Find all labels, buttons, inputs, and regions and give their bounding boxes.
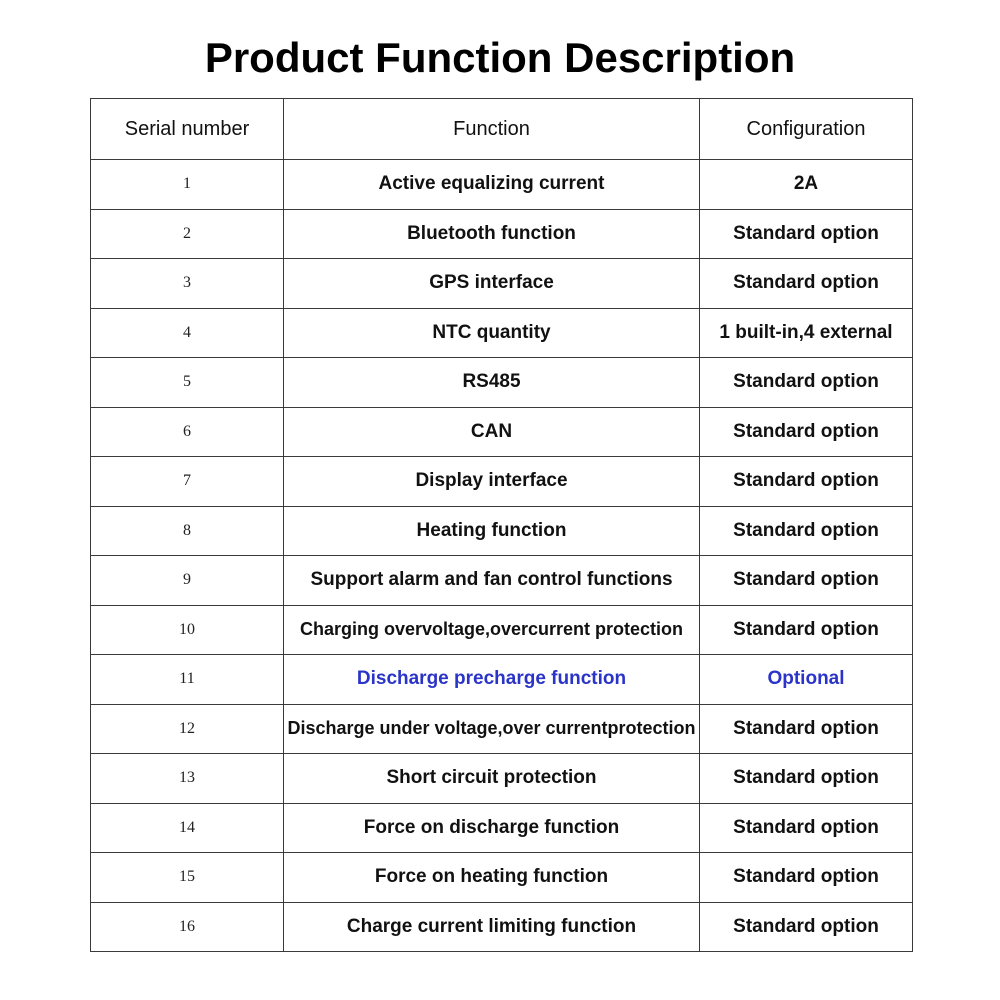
serial-number-cell: 2 <box>91 209 284 259</box>
function-cell: Short circuit protection <box>284 754 700 804</box>
configuration-cell: Standard option <box>700 259 913 309</box>
function-cell: Discharge precharge function <box>284 655 700 705</box>
table-row <box>91 308 913 358</box>
table-row <box>91 259 913 309</box>
table-row <box>91 556 913 606</box>
serial-number-cell: 11 <box>91 655 284 705</box>
configuration-cell: Standard option <box>700 803 913 853</box>
configuration-cell: 1 built-in,4 external <box>700 308 913 358</box>
table-row <box>91 407 913 457</box>
table-row <box>91 160 913 210</box>
page-title: Product Function Description <box>204 34 796 81</box>
serial-number-cell: 12 <box>91 704 284 754</box>
table-row <box>91 457 913 507</box>
serial-number-cell: 1 <box>91 160 284 210</box>
serial-number-cell: 14 <box>91 803 284 853</box>
function-cell: Support alarm and fan control functions <box>284 556 700 606</box>
function-cell: Heating function <box>284 506 700 556</box>
configuration-cell: Standard option <box>700 754 913 804</box>
function-table <box>90 98 913 952</box>
table-row <box>91 209 913 259</box>
configuration-cell: Standard option <box>700 605 913 655</box>
function-cell: Discharge under voltage,over currentprotection <box>284 704 700 754</box>
configuration-cell: Standard option <box>700 556 913 606</box>
serial-number-cell: 5 <box>91 358 284 408</box>
serial-number-cell: 10 <box>91 605 284 655</box>
function-cell: RS485 <box>284 358 700 408</box>
function-cell: Active equalizing current <box>284 160 700 210</box>
serial-number-cell: 13 <box>91 754 284 804</box>
serial-number-cell: 9 <box>91 556 284 606</box>
function-cell: Force on discharge function <box>284 803 700 853</box>
configuration-cell: 2A <box>700 160 913 210</box>
function-cell: Force on heating function <box>284 853 700 903</box>
table-row <box>91 902 913 952</box>
table-row <box>91 506 913 556</box>
configuration-cell: Optional <box>700 655 913 705</box>
configuration-cell: Standard option <box>700 209 913 259</box>
configuration-cell: Standard option <box>700 853 913 903</box>
configuration-cell: Standard option <box>700 358 913 408</box>
function-cell: Display interface <box>284 457 700 507</box>
table-row <box>91 853 913 903</box>
configuration-cell: Standard option <box>700 506 913 556</box>
configuration-cell: Standard option <box>700 704 913 754</box>
table-row <box>91 704 913 754</box>
function-cell: CAN <box>284 407 700 457</box>
header-serial-number: Serial number <box>91 99 284 160</box>
serial-number-cell: 7 <box>91 457 284 507</box>
serial-number-cell: 4 <box>91 308 284 358</box>
header-function: Function <box>284 99 700 160</box>
function-cell: Charging overvoltage,overcurrent protection <box>284 605 700 655</box>
configuration-cell: Standard option <box>700 457 913 507</box>
table-row <box>91 605 913 655</box>
function-cell: GPS interface <box>284 259 700 309</box>
serial-number-cell: 16 <box>91 902 284 952</box>
table-header-row <box>91 99 913 160</box>
serial-number-cell: 8 <box>91 506 284 556</box>
table-row <box>91 803 913 853</box>
configuration-cell: Standard option <box>700 902 913 952</box>
serial-number-cell: 6 <box>91 407 284 457</box>
configuration-cell: Standard option <box>700 407 913 457</box>
function-cell: Charge current limiting function <box>284 902 700 952</box>
serial-number-cell: 15 <box>91 853 284 903</box>
table-row <box>91 358 913 408</box>
table-row <box>91 754 913 804</box>
header-configuration: Configuration <box>700 99 913 160</box>
function-cell: Bluetooth function <box>284 209 700 259</box>
serial-number-cell: 3 <box>91 259 284 309</box>
table-row-highlighted <box>91 655 913 705</box>
function-cell: NTC quantity <box>284 308 700 358</box>
